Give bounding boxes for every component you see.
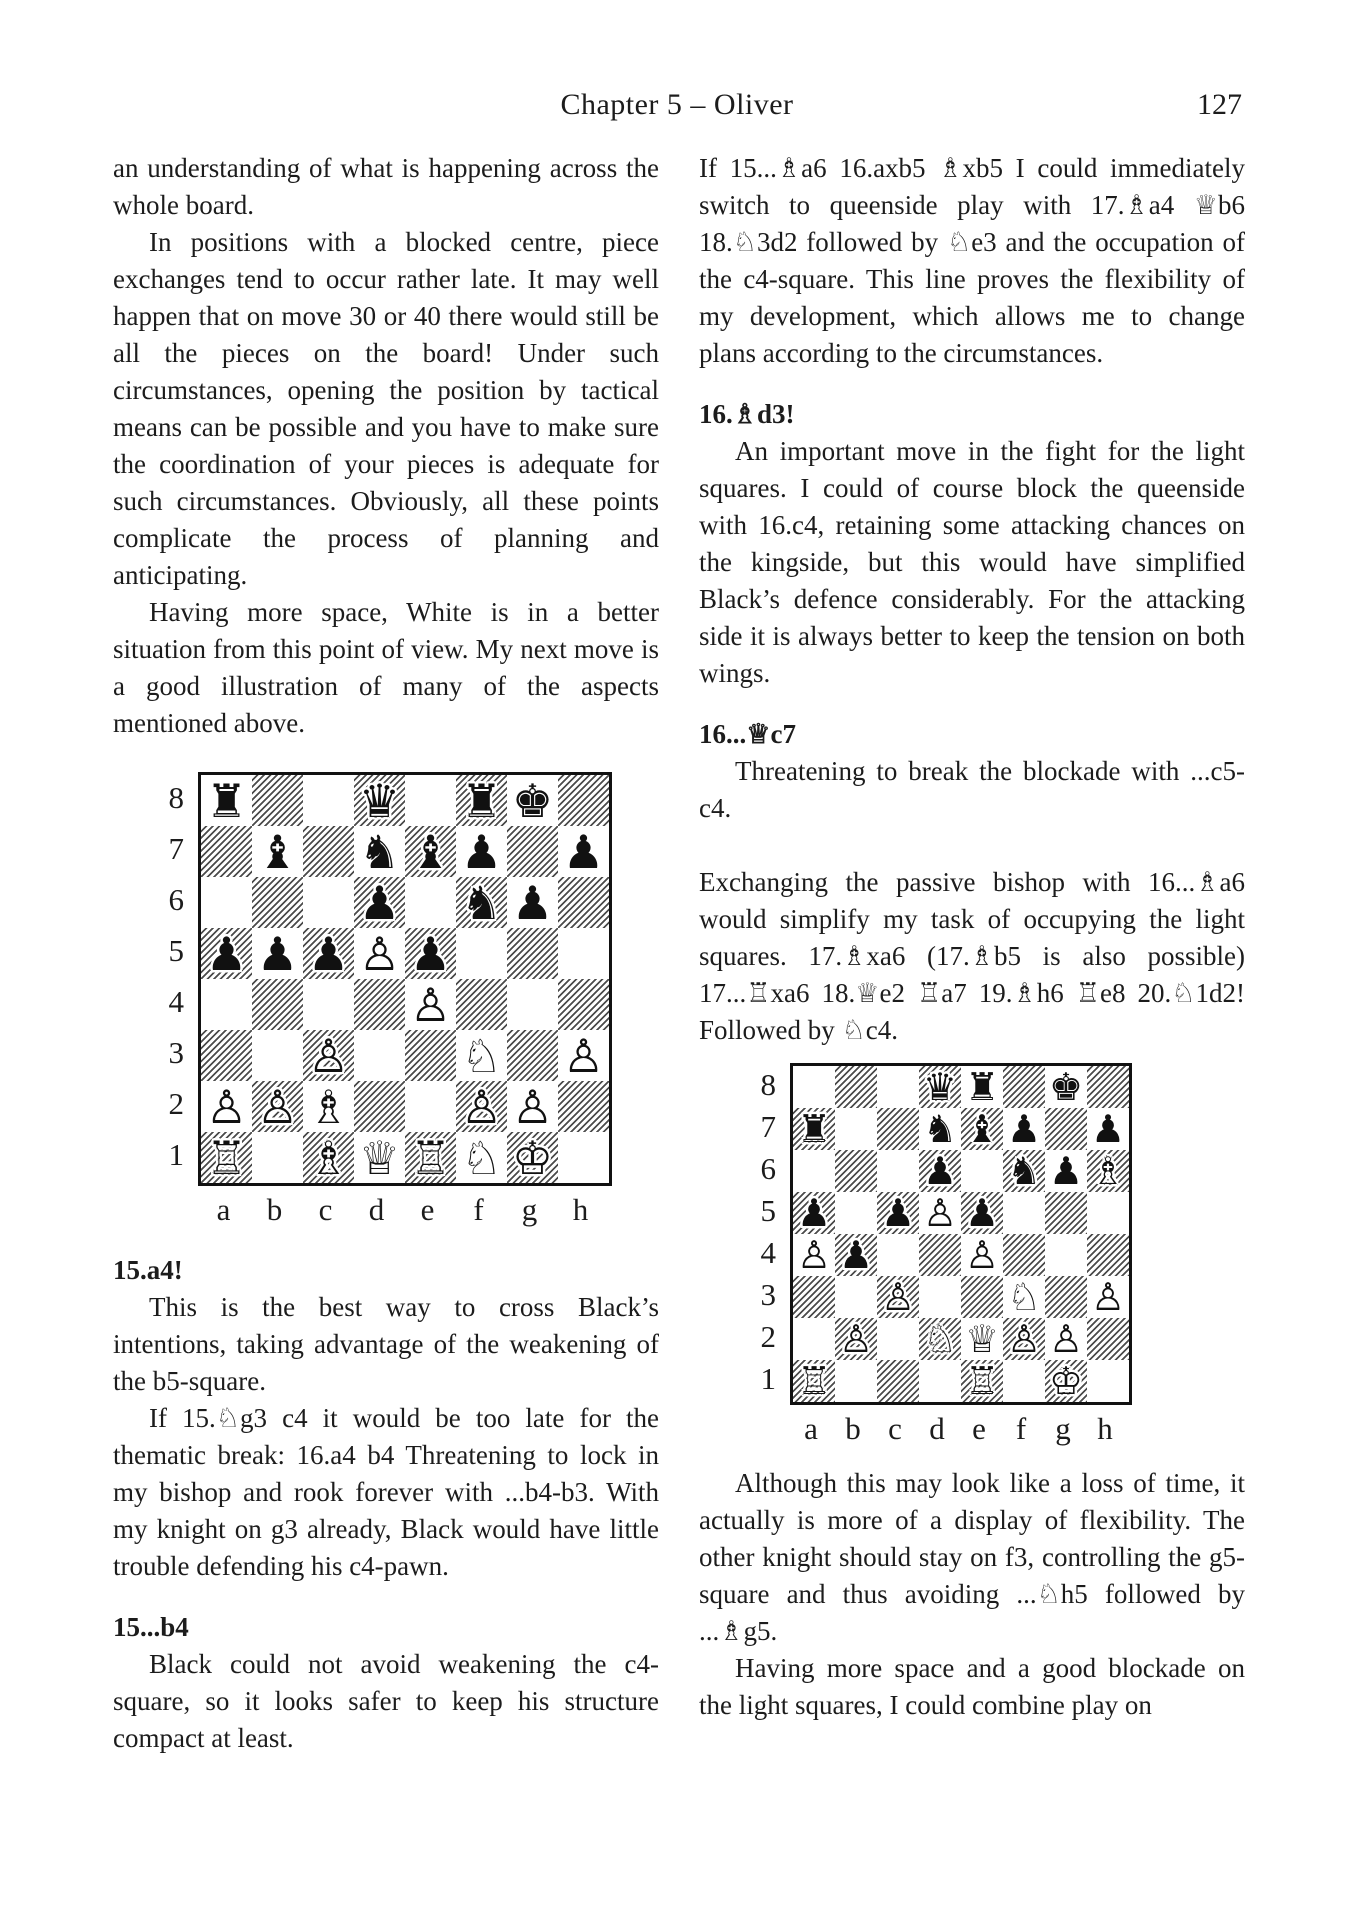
black-pawn-icon: ♟ bbox=[1006, 1108, 1042, 1150]
file-label-b: b bbox=[845, 1411, 861, 1446]
white-pawn-icon: ♙ bbox=[205, 1081, 248, 1132]
square-a5 bbox=[201, 928, 252, 979]
square-h6 bbox=[1087, 1150, 1129, 1192]
square-g2 bbox=[507, 1081, 558, 1132]
paragraph-threatening: Threatening to break the blockade with ...c5-c4. bbox=[699, 756, 1245, 823]
square-h3 bbox=[1087, 1276, 1129, 1318]
square-c8 bbox=[303, 775, 354, 826]
white-rook-icon: ♖ bbox=[409, 1132, 452, 1183]
square-c7 bbox=[877, 1108, 919, 1150]
rank-label-8: 8 bbox=[760, 1066, 776, 1102]
square-d8 bbox=[354, 775, 405, 826]
chapter-header: Chapter 5 – Oliver bbox=[560, 88, 794, 121]
square-h2 bbox=[558, 1081, 609, 1132]
black-pawn-icon: ♟ bbox=[1090, 1108, 1126, 1150]
black-bishop-icon: ♝ bbox=[964, 1108, 1000, 1150]
square-g6 bbox=[507, 877, 558, 928]
square-e5 bbox=[405, 928, 456, 979]
black-pawn-icon: ♟ bbox=[307, 928, 350, 979]
square-a2 bbox=[793, 1318, 835, 1360]
rank-label-3: 3 bbox=[760, 1276, 776, 1312]
square-e2 bbox=[405, 1081, 456, 1132]
paragraph-more-space: Having more space, White is in a better situation from this point of view. My next move is a good illustration of many of the aspects mentioned above. bbox=[113, 597, 659, 738]
square-a3 bbox=[201, 1030, 252, 1081]
square-b7 bbox=[252, 826, 303, 877]
square-g1 bbox=[507, 1132, 558, 1183]
black-queen-icon: ♛ bbox=[358, 775, 401, 826]
square-a1 bbox=[793, 1360, 835, 1402]
square-e8 bbox=[405, 775, 456, 826]
page-number: 127 bbox=[1197, 88, 1242, 121]
white-pawn-icon: ♙ bbox=[880, 1276, 916, 1318]
square-b2 bbox=[835, 1318, 877, 1360]
white-bishop-icon: ♗ bbox=[307, 1132, 350, 1183]
black-knight-icon: ♞ bbox=[460, 877, 503, 928]
square-e4 bbox=[405, 979, 456, 1030]
square-b1 bbox=[252, 1132, 303, 1183]
square-c7 bbox=[303, 826, 354, 877]
square-b5 bbox=[835, 1192, 877, 1234]
square-h4 bbox=[1087, 1234, 1129, 1276]
paragraph-black-could: Black could not avoid weakening the c4-square, so it looks safer to keep his structure compact at least. bbox=[113, 1649, 659, 1753]
black-queen-icon: ♛ bbox=[922, 1066, 958, 1108]
square-g5 bbox=[507, 928, 558, 979]
white-king-icon: ♔ bbox=[1048, 1360, 1084, 1402]
square-d7 bbox=[919, 1108, 961, 1150]
move-heading-16bd3: 16.♗d3! bbox=[699, 399, 795, 429]
square-a1 bbox=[201, 1132, 252, 1183]
board-row bbox=[148, 772, 659, 1186]
white-pawn-icon: ♙ bbox=[511, 1081, 554, 1132]
rank-label-1: 1 bbox=[760, 1360, 776, 1396]
square-g3 bbox=[1045, 1276, 1087, 1318]
square-e7 bbox=[405, 826, 456, 877]
file-label-c: c bbox=[318, 1192, 333, 1227]
square-h1 bbox=[1087, 1360, 1129, 1402]
square-d5 bbox=[919, 1192, 961, 1234]
paragraph-having-space: Having more space and a good blockade on the light squares, I could combine play on bbox=[699, 1653, 1245, 1720]
move-heading-15b4: 15...b4 bbox=[113, 1612, 189, 1642]
file-label-b: b bbox=[266, 1192, 283, 1227]
rank-label-5: 5 bbox=[168, 933, 184, 968]
file-label-h: h bbox=[572, 1192, 589, 1227]
square-a6 bbox=[793, 1150, 835, 1192]
file-labels bbox=[790, 1410, 1245, 1447]
square-f6 bbox=[456, 877, 507, 928]
black-pawn-icon: ♟ bbox=[256, 928, 299, 979]
black-pawn-icon: ♟ bbox=[964, 1192, 1000, 1234]
square-a2 bbox=[201, 1081, 252, 1132]
rank-label-4: 4 bbox=[168, 984, 184, 1019]
square-c5 bbox=[303, 928, 354, 979]
square-b4 bbox=[835, 1234, 877, 1276]
square-e1 bbox=[405, 1132, 456, 1183]
square-f8 bbox=[456, 775, 507, 826]
rank-labels bbox=[740, 1063, 790, 1405]
square-g8 bbox=[507, 775, 558, 826]
square-a6 bbox=[201, 877, 252, 928]
square-g1 bbox=[1045, 1360, 1087, 1402]
square-d3 bbox=[919, 1276, 961, 1318]
square-h3 bbox=[558, 1030, 609, 1081]
square-g7 bbox=[1045, 1108, 1087, 1150]
square-a5 bbox=[793, 1192, 835, 1234]
black-pawn-icon: ♟ bbox=[562, 826, 605, 877]
square-b7 bbox=[835, 1108, 877, 1150]
square-h2 bbox=[1087, 1318, 1129, 1360]
black-pawn-icon: ♟ bbox=[796, 1192, 832, 1234]
file-label-g: g bbox=[521, 1192, 538, 1227]
square-a4 bbox=[793, 1234, 835, 1276]
square-d1 bbox=[919, 1360, 961, 1402]
square-a4 bbox=[201, 979, 252, 1030]
white-pawn-icon: ♙ bbox=[409, 979, 452, 1030]
square-c2 bbox=[877, 1318, 919, 1360]
square-f1 bbox=[1003, 1360, 1045, 1402]
white-bishop-icon: ♗ bbox=[1090, 1150, 1126, 1192]
black-pawn-icon: ♟ bbox=[358, 877, 401, 928]
square-b8 bbox=[835, 1066, 877, 1108]
black-rook-icon: ♜ bbox=[205, 775, 248, 826]
rank-labels bbox=[148, 772, 198, 1186]
white-pawn-icon: ♙ bbox=[922, 1192, 958, 1234]
rank-label-5: 5 bbox=[760, 1192, 776, 1228]
white-rook-icon: ♖ bbox=[964, 1360, 1000, 1402]
rank-label-6: 6 bbox=[760, 1150, 776, 1186]
black-king-icon: ♚ bbox=[511, 775, 554, 826]
square-b6 bbox=[835, 1150, 877, 1192]
paragraph-best-way: This is the best way to cross Black’s intentions, taking advantage of the weakening of the b5-square. bbox=[113, 1292, 659, 1396]
square-a3 bbox=[793, 1276, 835, 1318]
white-pawn-icon: ♙ bbox=[307, 1030, 350, 1081]
rank-label-4: 4 bbox=[760, 1234, 776, 1270]
square-a7 bbox=[793, 1108, 835, 1150]
white-queen-icon: ♕ bbox=[358, 1132, 401, 1183]
square-g3 bbox=[507, 1030, 558, 1081]
square-h8 bbox=[558, 775, 609, 826]
square-c6 bbox=[303, 877, 354, 928]
rank-label-2: 2 bbox=[168, 1086, 184, 1121]
square-f3 bbox=[1003, 1276, 1045, 1318]
square-a8 bbox=[793, 1066, 835, 1108]
paragraph-if-15ba6: If 15...♗a6 16.axb5 ♗xb5 I could immediately switch to queenside play with 17.♗a4 ♕b6 18.♘3d2 followed by ♘e3 and the occupation of the c4-square. This line proves the flexibility of my development, which allows me to change plans according to the circumstances. bbox=[699, 153, 1245, 368]
black-pawn-icon: ♟ bbox=[838, 1234, 874, 1276]
square-b4 bbox=[252, 979, 303, 1030]
paragraph-continuation: an understanding of what is happening across the whole board. bbox=[113, 153, 659, 220]
rank-label-7: 7 bbox=[760, 1108, 776, 1144]
file-label-a: a bbox=[216, 1192, 231, 1227]
square-f3 bbox=[456, 1030, 507, 1081]
square-c1 bbox=[303, 1132, 354, 1183]
square-c8 bbox=[877, 1066, 919, 1108]
square-f4 bbox=[1003, 1234, 1045, 1276]
white-pawn-icon: ♙ bbox=[460, 1081, 503, 1132]
black-pawn-icon: ♟ bbox=[409, 928, 452, 979]
white-queen-icon: ♕ bbox=[964, 1318, 1000, 1360]
board-row bbox=[740, 1063, 1245, 1405]
black-bishop-icon: ♝ bbox=[409, 826, 452, 877]
square-e6 bbox=[405, 877, 456, 928]
file-labels bbox=[198, 1191, 659, 1228]
paragraph-exchanging: Exchanging the passive bishop with 16...♗a6 would simplify my task of occupying the light squares. 17.♗xa6 (17.♗b5 is also possible) 17...♖xa6 18.♕e2 ♖a7 19.♗h6 ♖e8 20.♘1d2! Followed by ♘c4. bbox=[699, 867, 1245, 1045]
square-h4 bbox=[558, 979, 609, 1030]
white-pawn-icon: ♙ bbox=[838, 1318, 874, 1360]
move-heading-15a4: 15.a4! bbox=[113, 1255, 183, 1285]
black-pawn-icon: ♟ bbox=[205, 928, 248, 979]
chess-board-1 bbox=[198, 772, 612, 1186]
black-rook-icon: ♜ bbox=[964, 1066, 1000, 1108]
white-pawn-icon: ♙ bbox=[256, 1081, 299, 1132]
square-e3 bbox=[961, 1276, 1003, 1318]
square-h7 bbox=[558, 826, 609, 877]
white-knight-icon: ♘ bbox=[922, 1318, 958, 1360]
square-e6 bbox=[961, 1150, 1003, 1192]
square-d5 bbox=[354, 928, 405, 979]
square-c6 bbox=[877, 1150, 919, 1192]
square-d6 bbox=[354, 877, 405, 928]
rank-label-7: 7 bbox=[168, 831, 184, 866]
square-d2 bbox=[919, 1318, 961, 1360]
white-rook-icon: ♖ bbox=[205, 1132, 248, 1183]
square-a7 bbox=[201, 826, 252, 877]
square-d2 bbox=[354, 1081, 405, 1132]
black-knight-icon: ♞ bbox=[922, 1108, 958, 1150]
paragraph-although: Although this may look like a loss of time, it actually is more of a display of flexibility. The other knight should stay on f3, controlling the g5-square and thus avoiding ...♘h5 followed by ...♗g5. bbox=[699, 1468, 1245, 1646]
square-b3 bbox=[835, 1276, 877, 1318]
white-pawn-icon: ♙ bbox=[796, 1234, 832, 1276]
white-knight-icon: ♘ bbox=[460, 1030, 503, 1081]
square-b5 bbox=[252, 928, 303, 979]
file-label-f: f bbox=[473, 1192, 484, 1227]
square-e1 bbox=[961, 1360, 1003, 1402]
square-e5 bbox=[961, 1192, 1003, 1234]
square-f5 bbox=[456, 928, 507, 979]
square-g4 bbox=[507, 979, 558, 1030]
square-h7 bbox=[1087, 1108, 1129, 1150]
file-label-c: c bbox=[888, 1411, 902, 1446]
square-h5 bbox=[558, 928, 609, 979]
left-column bbox=[113, 150, 659, 1757]
black-pawn-icon: ♟ bbox=[1048, 1150, 1084, 1192]
square-f8 bbox=[1003, 1066, 1045, 1108]
paragraph-important-move: An important move in the fight for the light squares. I could of course block the queenside with 16.c4, retaining some attacking chances on the kingside, but this would have simplified Black’s defence considerably. For the attacking side it is always better to keep the tension on both wings. bbox=[699, 436, 1245, 688]
square-f2 bbox=[1003, 1318, 1045, 1360]
square-c2 bbox=[303, 1081, 354, 1132]
white-knight-icon: ♘ bbox=[1006, 1276, 1042, 1318]
square-g4 bbox=[1045, 1234, 1087, 1276]
square-f4 bbox=[456, 979, 507, 1030]
white-pawn-icon: ♙ bbox=[1090, 1276, 1126, 1318]
rank-label-2: 2 bbox=[760, 1318, 776, 1354]
square-h1 bbox=[558, 1132, 609, 1183]
right-column bbox=[699, 150, 1245, 1724]
rank-label-8: 8 bbox=[168, 780, 184, 815]
rank-label-1: 1 bbox=[168, 1137, 184, 1172]
chess-board-2 bbox=[790, 1063, 1132, 1405]
square-h5 bbox=[1087, 1192, 1129, 1234]
square-d3 bbox=[354, 1030, 405, 1081]
square-c3 bbox=[303, 1030, 354, 1081]
square-d4 bbox=[919, 1234, 961, 1276]
white-knight-icon: ♘ bbox=[460, 1132, 503, 1183]
white-pawn-icon: ♙ bbox=[1048, 1318, 1084, 1360]
paragraph-blocked-centre: In positions with a blocked centre, piece exchanges tend to occur rather late. It may well happen that on move 30 or 40 there would still be all the pieces on the board! Under such circumstances, opening the position by tactical means can be possible and you have to make sure the coordination of your pieces is adequate for such circumstances. Obviously, all these points complicate the process of planning and anticipating. bbox=[113, 227, 659, 590]
square-d4 bbox=[354, 979, 405, 1030]
white-pawn-icon: ♙ bbox=[358, 928, 401, 979]
rank-label-6: 6 bbox=[168, 882, 184, 917]
white-pawn-icon: ♙ bbox=[1006, 1318, 1042, 1360]
square-f7 bbox=[456, 826, 507, 877]
file-label-h: h bbox=[1097, 1411, 1113, 1446]
square-e3 bbox=[405, 1030, 456, 1081]
black-knight-icon: ♞ bbox=[1006, 1150, 1042, 1192]
square-g8 bbox=[1045, 1066, 1087, 1108]
file-label-e: e bbox=[972, 1411, 986, 1446]
square-h8 bbox=[1087, 1066, 1129, 1108]
square-c4 bbox=[877, 1234, 919, 1276]
square-g5 bbox=[1045, 1192, 1087, 1234]
square-c3 bbox=[877, 1276, 919, 1318]
square-f5 bbox=[1003, 1192, 1045, 1234]
square-g6 bbox=[1045, 1150, 1087, 1192]
square-b1 bbox=[835, 1360, 877, 1402]
square-f2 bbox=[456, 1081, 507, 1132]
move-heading-16qc7: 16...♕c7 bbox=[699, 719, 796, 749]
square-d1 bbox=[354, 1132, 405, 1183]
rank-label-3: 3 bbox=[168, 1035, 184, 1070]
black-knight-icon: ♞ bbox=[358, 826, 401, 877]
file-label-g: g bbox=[1055, 1411, 1071, 1446]
black-pawn-icon: ♟ bbox=[880, 1192, 916, 1234]
black-pawn-icon: ♟ bbox=[511, 877, 554, 928]
white-pawn-icon: ♙ bbox=[562, 1030, 605, 1081]
white-pawn-icon: ♙ bbox=[964, 1234, 1000, 1276]
square-c5 bbox=[877, 1192, 919, 1234]
white-bishop-icon: ♗ bbox=[307, 1081, 350, 1132]
square-f7 bbox=[1003, 1108, 1045, 1150]
square-b3 bbox=[252, 1030, 303, 1081]
square-e2 bbox=[961, 1318, 1003, 1360]
black-pawn-icon: ♟ bbox=[922, 1150, 958, 1192]
file-label-d: d bbox=[368, 1192, 385, 1227]
square-f1 bbox=[456, 1132, 507, 1183]
paragraph-if-15ng3: If 15.♘g3 c4 it would be too late for the thematic break: 16.a4 b4 Threatening to lock in my bishop and rook forever with ...b4-b3. With my knight on g3 already, Black would have little trouble defending his c4-pawn. bbox=[113, 1403, 659, 1581]
white-rook-icon: ♖ bbox=[796, 1360, 832, 1402]
square-c1 bbox=[877, 1360, 919, 1402]
square-c4 bbox=[303, 979, 354, 1030]
square-b8 bbox=[252, 775, 303, 826]
file-label-a: a bbox=[804, 1411, 818, 1446]
square-f6 bbox=[1003, 1150, 1045, 1192]
file-label-f: f bbox=[1015, 1411, 1027, 1446]
square-d8 bbox=[919, 1066, 961, 1108]
square-d7 bbox=[354, 826, 405, 877]
file-label-e: e bbox=[420, 1192, 435, 1227]
chess-diagram-1 bbox=[148, 772, 659, 1228]
black-pawn-icon: ♟ bbox=[460, 826, 503, 877]
square-e8 bbox=[961, 1066, 1003, 1108]
square-e4 bbox=[961, 1234, 1003, 1276]
square-d6 bbox=[919, 1150, 961, 1192]
black-bishop-icon: ♝ bbox=[256, 826, 299, 877]
white-king-icon: ♔ bbox=[511, 1132, 554, 1183]
square-g7 bbox=[507, 826, 558, 877]
square-h6 bbox=[558, 877, 609, 928]
square-g2 bbox=[1045, 1318, 1087, 1360]
file-label-d: d bbox=[929, 1411, 945, 1446]
square-b2 bbox=[252, 1081, 303, 1132]
black-king-icon: ♚ bbox=[1048, 1066, 1084, 1108]
black-rook-icon: ♜ bbox=[460, 775, 503, 826]
square-a8 bbox=[201, 775, 252, 826]
chess-diagram-2 bbox=[740, 1063, 1245, 1447]
black-rook-icon: ♜ bbox=[796, 1108, 832, 1150]
square-b6 bbox=[252, 877, 303, 928]
square-e7 bbox=[961, 1108, 1003, 1150]
